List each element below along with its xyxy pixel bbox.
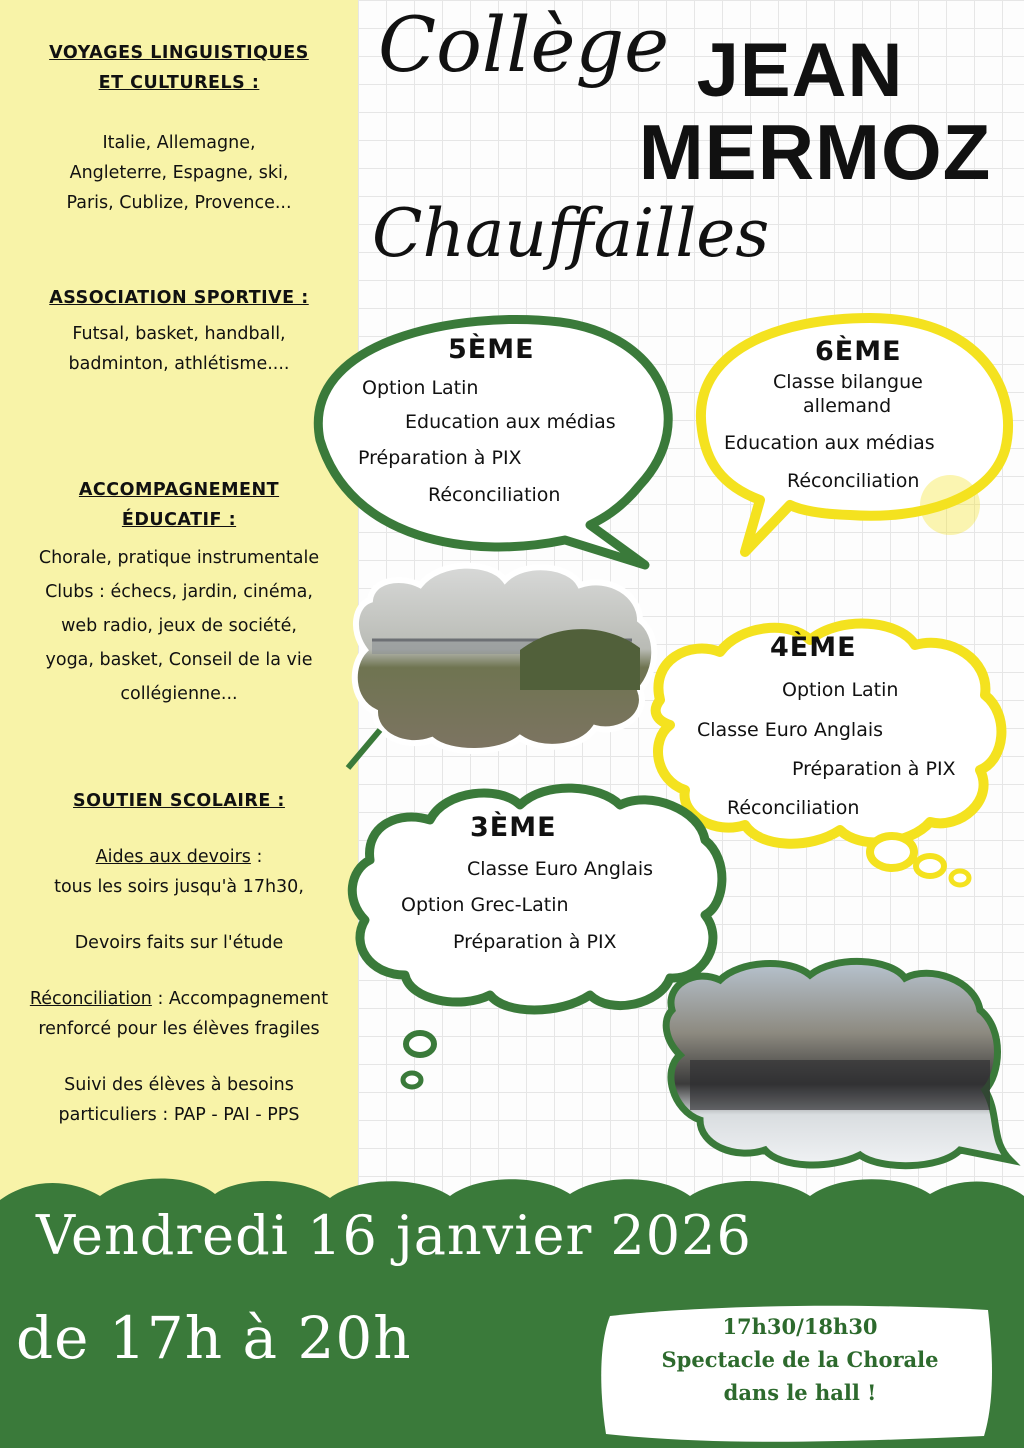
reconciliation-label: Réconciliation: [29, 989, 152, 1009]
accompagnement-line-4: yoga, basket, Conseil de la vie: [45, 650, 313, 670]
aides-label: Aides aux devoirs: [95, 847, 251, 867]
3eme-item-2: Option Grec-Latin: [401, 894, 569, 916]
accompagnement-line-3: web radio, jeux de société,: [61, 616, 297, 636]
college-word: Collège: [378, 0, 670, 89]
sport-line-2: badminton, athlétisme....: [68, 354, 290, 374]
3eme-item-3: Préparation à PIX: [453, 931, 617, 953]
6eme-item-2: allemand: [803, 395, 892, 417]
soutien-title: SOUTIEN SCOLAIRE :: [73, 791, 285, 811]
halftone-dots: [920, 475, 980, 535]
level-6eme: 6ÈME: [815, 336, 902, 367]
level-5eme: 5ÈME: [448, 334, 535, 365]
thought-dot-green-1: [406, 1033, 434, 1055]
6eme-item-4: Réconciliation: [787, 470, 920, 492]
chorale-banner-text: [614, 1310, 986, 1436]
accompagnement-line-5: collégienne...: [120, 684, 238, 704]
accompagnement-title-1: ACCOMPAGNEMENT: [78, 480, 280, 500]
reconciliation-line-2: renforcé pour les élèves fragiles: [38, 1019, 320, 1039]
thought-dot-3: [951, 871, 969, 885]
thought-dot-2: [916, 856, 944, 876]
5eme-item-1: Option Latin: [362, 377, 479, 399]
aides-line-2: tous les soirs jusqu'à 17h30,: [54, 877, 304, 897]
4eme-item-1: Option Latin: [782, 679, 899, 701]
voyages-title-2: ET CULTURELS :: [98, 73, 260, 93]
aides-suffix: :: [250, 847, 263, 867]
sport-line-1: Futsal, basket, handball,: [72, 324, 286, 344]
3eme-item-1: Classe Euro Anglais: [467, 858, 654, 880]
thought-dot-1: [870, 836, 914, 868]
5eme-item-2: Education aux médias: [405, 411, 616, 433]
5eme-item-3: Préparation à PIX: [358, 447, 522, 469]
thought-dot-green-2: [403, 1073, 421, 1087]
accompagnement-line-2: Clubs : échecs, jardin, cinéma,: [45, 582, 313, 602]
suivi-line-1: Suivi des élèves à besoins: [64, 1075, 294, 1095]
4eme-item-4: Réconciliation: [727, 797, 860, 819]
level-3eme: 3ÈME: [470, 812, 557, 843]
4eme-item-3: Préparation à PIX: [792, 758, 956, 780]
suivi-line-2: particuliers : PAP - PAI - PPS: [58, 1105, 300, 1125]
devoirs-line: Devoirs faits sur l'étude: [74, 933, 284, 953]
sport-title: ASSOCIATION SPORTIVE :: [49, 288, 309, 308]
title-jean: JEAN: [696, 28, 904, 113]
event-hours: de 17h à 20h: [16, 1304, 412, 1372]
event-date: Vendredi 16 janvier 2026: [36, 1204, 752, 1267]
voyages-line-3: Paris, Cublize, Provence...: [66, 193, 292, 213]
6eme-item-3: Education aux médias: [724, 432, 935, 454]
accompagnement-title-2: ÉDUCATIF :: [121, 510, 237, 530]
title-mermoz: MERMOZ: [638, 108, 992, 196]
voyages-line-1: Italie, Allemagne,: [102, 133, 256, 153]
voyages-title-1: VOYAGES LINGUISTIQUES: [49, 43, 309, 63]
level-4eme: 4ÈME: [770, 632, 857, 663]
chorale-line-2: dans le hall !: [723, 1380, 877, 1405]
photo-connector-1: [348, 730, 380, 768]
chorale-time: 17h30/18h30: [722, 1314, 878, 1339]
4eme-item-2: Classe Euro Anglais: [697, 719, 884, 741]
chorale-line-1: Spectacle de la Chorale: [661, 1347, 939, 1372]
town-word: Chauffailles: [372, 195, 770, 272]
reconciliation-suffix: : Accompagnement: [151, 989, 329, 1009]
5eme-item-4: Réconciliation: [428, 484, 561, 506]
accompagnement-line-1: Chorale, pratique instrumentale: [38, 548, 320, 568]
voyages-line-2: Angleterre, Espagne, ski,: [69, 163, 289, 183]
6eme-item-1: Classe bilangue: [773, 371, 923, 393]
